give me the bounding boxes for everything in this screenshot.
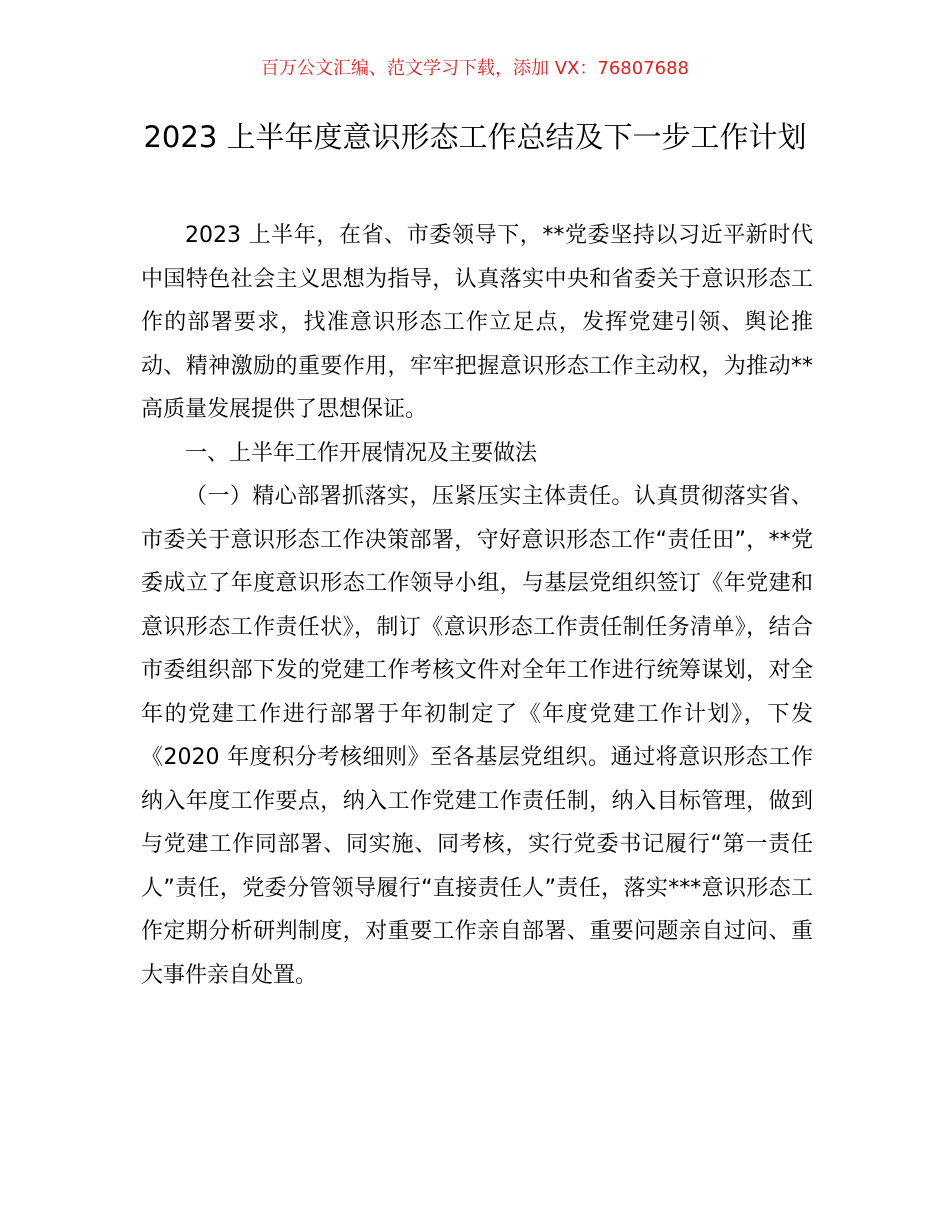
- section-heading: 一、上半年工作开展情况及主要做法: [185, 440, 538, 466]
- header-notice: 百万公文汇编、范文学习下载，添加 VX：76807688: [261, 58, 689, 79]
- subsection-paragraph: （一）精心部署抓落实，压紧压实主体责任。认真贯彻落实省、市委关于意识形态工作决策部署，守好意识形态工作“责任田”，**党委成立了年度意识形态工作领导小组，与基层党组织签订《年党建和意识形态工作责任状》，制订《意识形态工作责任制任务清单》，结合市委组织部下发的党建工作考核文件对全年工作进行统筹谋划，对全年的党建工作进行部署于年初制定了《年度党建工作计划》，下发《2020 年度积分考核细则》至各基层党组织。通过将意识形态工作纳入年度工作要点，纳入工作党建工作责任制，纳入目标管理，做到与党建工作同部署、同实施、同考核，实行党委书记履行“第一责任人”责任，党委分管领导履行“直接责任人”责任，落实***意识形态工作定期分析研判制度，对重要工作亲自部署、重要问题亲自过问、重大事件亲自处置。: [141, 484, 813, 988]
- document-body: [141, 214, 813, 997]
- intro-paragraph: 2023 上半年，在省、市委领导下，**党委坚持以习近平新时代中国特色社会主义思想为指导，认真落实中央和省委关于意识形态工作的部署要求，找准意识形态工作立足点，发挥党建引领、舆论推动、精神激励的重要作用，牢牢把握意识形态工作主动权，为推动**高质量发展提供了思想保证。: [141, 223, 813, 422]
- document-title: 2023 上半年度意识形态工作总结及下一步工作计划: [143, 120, 807, 154]
